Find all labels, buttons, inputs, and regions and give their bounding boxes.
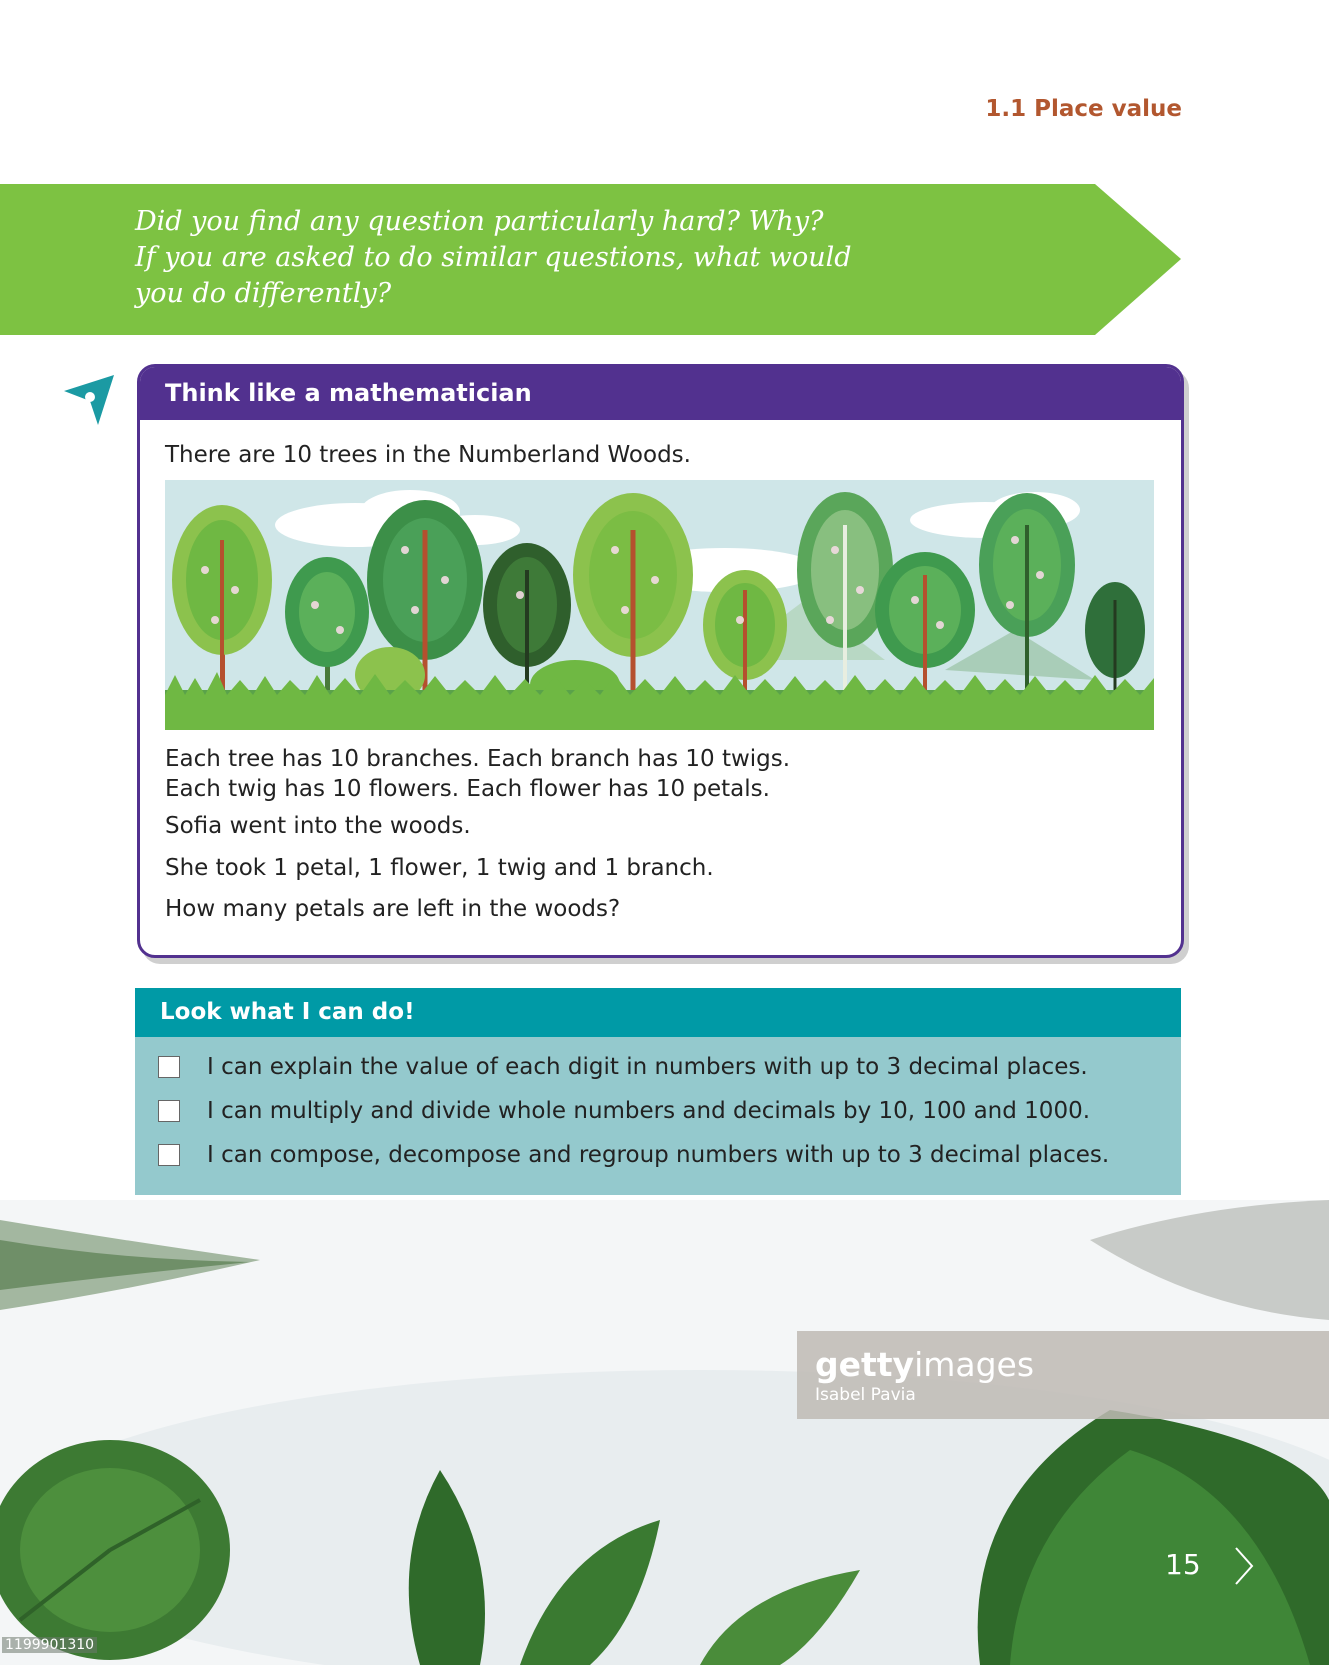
checkbox[interactable] xyxy=(158,1056,180,1078)
checklist-item-label: I can explain the value of each digit in numbers with up to 3 decimal places. xyxy=(207,1054,1088,1080)
checklist-item-label: I can compose, decompose and regroup numbers with up to 3 decimal places. xyxy=(207,1142,1110,1168)
forest-illustration xyxy=(165,480,1154,730)
problem-statement xyxy=(165,744,790,804)
checklist-item xyxy=(158,1098,1090,1124)
panel-title: Look what I can do! xyxy=(135,988,1181,1037)
checkbox[interactable] xyxy=(158,1144,180,1166)
problem-intro: There are 10 trees in the Numberland Woods. xyxy=(165,442,691,468)
problem-line: Each twig has 10 flowers. Each flower has 10 petals. xyxy=(165,776,770,802)
reflection-line: you do differently? xyxy=(135,278,392,309)
checklist-item xyxy=(158,1054,1088,1080)
reflection-line: Did you find any question particularly hard? Why? xyxy=(135,206,824,237)
chevron-right-icon[interactable] xyxy=(1233,1546,1255,1586)
reflection-line: If you are asked to do similar questions, what would xyxy=(135,242,852,273)
reflection-questions xyxy=(135,204,1035,312)
compass-arrow-icon xyxy=(62,375,114,427)
getty-images-logo: gettyimages xyxy=(815,1345,1035,1384)
photo-credit: Isabel Pavia xyxy=(815,1385,916,1405)
problem-line: She took 1 petal, 1 flower, 1 twig and 1 branch. xyxy=(165,855,714,881)
checklist-item-label: I can multiply and divide whole numbers and decimals by 10, 100 and 1000. xyxy=(207,1098,1091,1124)
image-id: 1199901310 xyxy=(2,1637,97,1653)
problem-question: How many petals are left in the woods? xyxy=(165,896,621,922)
panel-title: Think like a mathematician xyxy=(140,367,1181,420)
problem-line: Each tree has 10 branches. Each branch has 10 twigs. xyxy=(165,746,791,772)
problem-line: Sofia went into the woods. xyxy=(165,813,471,839)
page-number: 15 xyxy=(1165,1548,1201,1581)
checklist-item xyxy=(158,1142,1109,1168)
section-title: 1.1 Place value xyxy=(985,96,1182,122)
leaf-background-photo xyxy=(0,1200,1329,1665)
checkbox[interactable] xyxy=(158,1100,180,1122)
watermark xyxy=(797,1331,1329,1419)
look-what-i-can-do-panel xyxy=(135,988,1181,1195)
think-like-a-mathematician-panel xyxy=(137,364,1184,958)
